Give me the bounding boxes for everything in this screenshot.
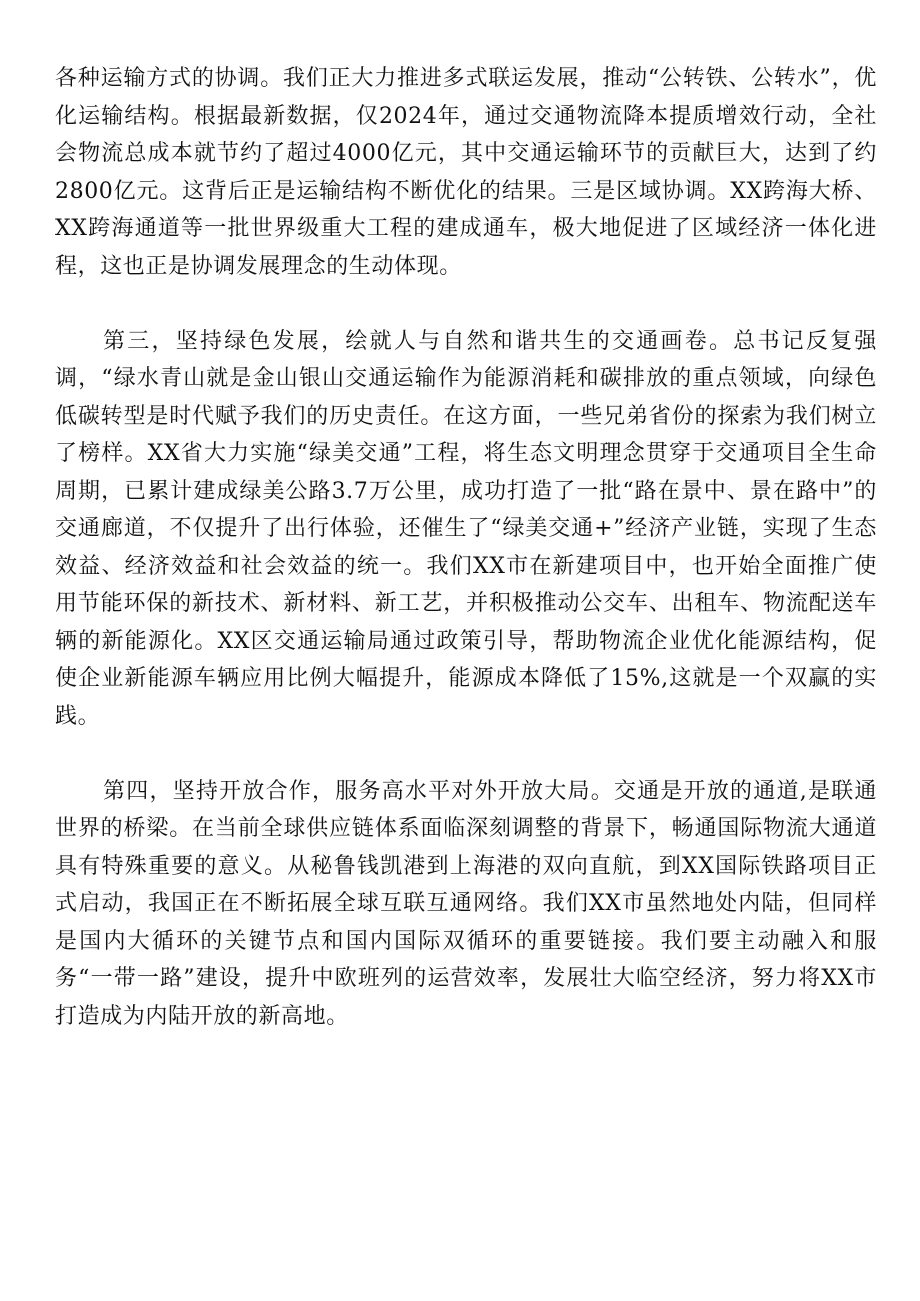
paragraph-green-development: 第三，坚持绿色发展，绘就人与自然和谐共生的交通画卷。总书记反复强调，“绿水青山就是金山银山交通运输作为能源消耗和碳排放的重点领域，向绿色低碳转型是时代赋予我们的历史责任。在这方面，一些兄弟省份的探索为我们树立了榜样。XX省大力实施“绿美交通”工程，将生态文明理念贯穿于交通项目全生命周期，已累计建成绿美公路3.7万公里，成功打造了一批“路在景中、景在路中”的交通廊道，不仅提升了出行体验，还催生了“绿美交通+”经济产业链，实现了生态效益、经济效益和社会效益的统一。我们XX市在新建项目中，也开始全面推广使用节能环保的新技术、新材料、新工艺，并积极推动公交车、出租车、物流配送车辆的新能源化。XX区交通运输局通过政策引导，帮助物流企业优化能源结构，促使企业新能源车辆应用比例大幅提升，能源成本降低了15%,这就是一个双赢的实践。	[55, 328, 877, 729]
paragraph-open-cooperation: 第四，坚持开放合作，服务高水平对外开放大局。交通是开放的通道,是联通世界的桥梁。在当前全球供应链体系面临深刻调整的背景下，畅通国际物流大通道具有特殊重要的意义。从秘鲁钱凯港到上海港的双向直航，到XX国际铁路项目正式启动，我国正在不断拓展全球互联互通网络。我们XX市虽然地处内陆，但同样是国内大循环的关键节点和国内国际双循环的重要链接。我们要主动融入和服务“一带一路”建设，提升中欧班列的运营效率，发展壮大临空经济，努力将XX市打造成为内陆开放的新高地。	[55, 778, 877, 1029]
document-body	[55, 60, 877, 1035]
paragraph-continuation: 各种运输方式的协调。我们正大力推进多式联运发展，推动“公转铁、公转水”，优化运输结构。根据最新数据，仅2024年，通过交通物流降本提质增效行动，全社会物流总成本就节约了超过4000亿元，其中交通运输环节的贡献巨大，达到了约2800亿元。这背后正是运输结构不断优化的结果。三是区域协调。XX跨海大桥、XX跨海通道等一批世界级重大工程的建成通车，极大地促进了区域经济一体化进程，这也正是协调发展理念的生动体现。	[55, 66, 877, 279]
